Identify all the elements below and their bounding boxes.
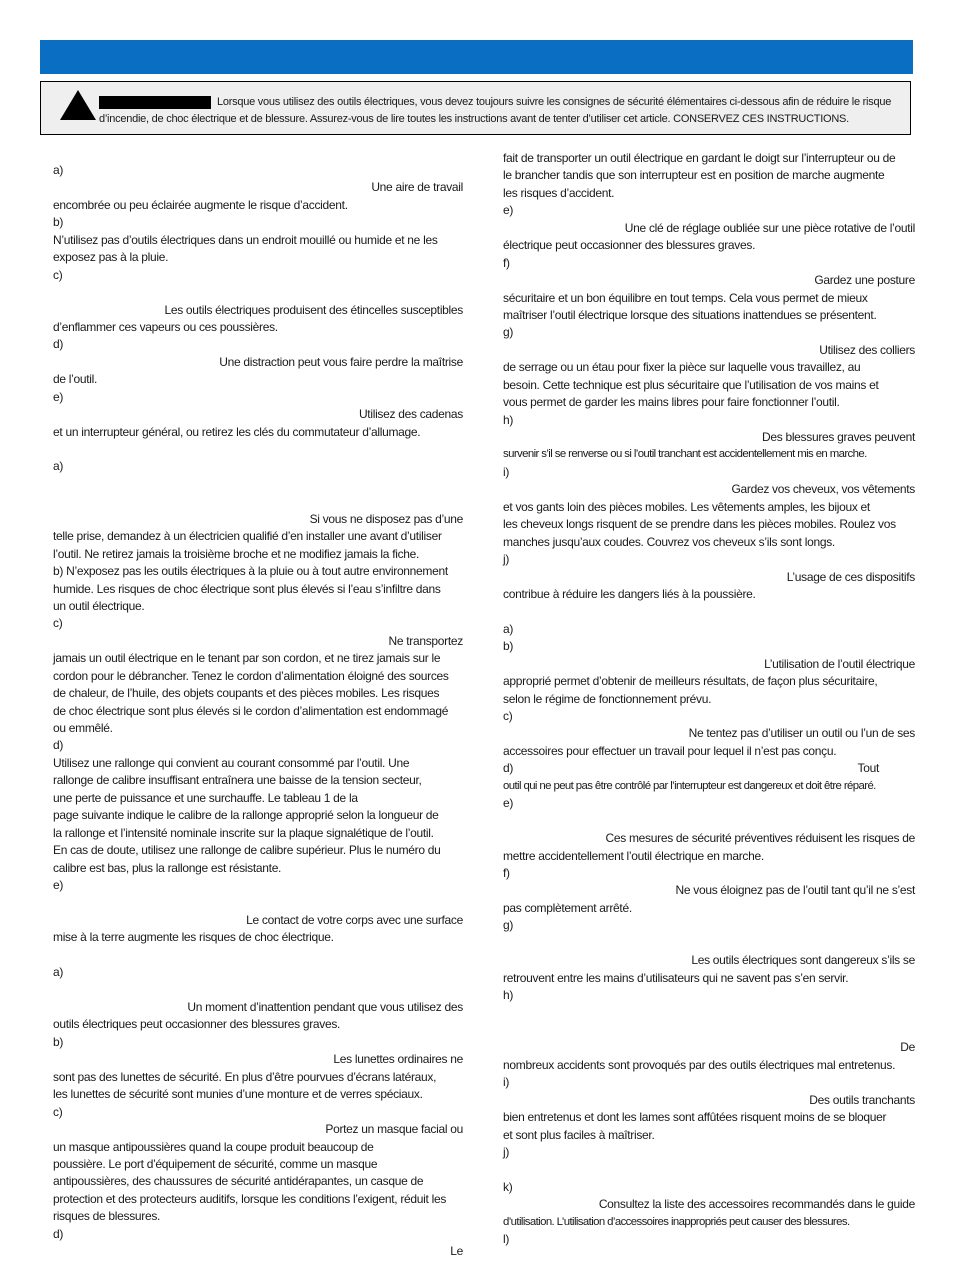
text-line: électrique peut occasionner des blessures graves. [503, 238, 756, 253]
text-line: page suivante indique le calibre de la rallonge approprié selon la longueur de [53, 808, 439, 823]
text-line: calibre est bas, plus la rallonge est résistante. [53, 860, 282, 875]
text-line: outil qui ne peut pas être contrôlé par l’interrupteur est dangereux et doit être réparé. [503, 779, 876, 792]
text-line: d) [53, 738, 64, 753]
text-line: d’utilisation. L’utilisation d’accessoires inappropriés peut causer des blessures. [503, 1215, 850, 1228]
text-line: d’enflammer ces vapeurs ou ces poussières. [53, 319, 278, 334]
text-line: les lunettes de sécurité sont munies d’une monture et de verres spéciaux. [53, 1087, 423, 1102]
text-line: vous permet de garder les mains libres pour faire fonctionner l’outil. [503, 395, 840, 410]
text-line [503, 1004, 915, 1021]
text-line: i) [503, 1075, 510, 1090]
text-line: a) [503, 621, 514, 636]
text-line: et un interrupteur général, ou retirez les clés du commutateur d’allumage. [53, 424, 421, 439]
text-line: approprié permet d’obtenir de meilleurs résultats, de façon plus sécuritaire, [503, 674, 878, 689]
warning-text: Lorsque vous utilisez des outils électriques, vous devez toujours suivre les consignes de sécurité élémentaires ci-dessous afin de réduire le risque d’incendie, de choc électrique et de blessure. Assurez-vous de lire toutes les instructions avant de tenter d’utiliser cet article. CONSERVEZ CES INSTRUCTIONS. [99, 96, 892, 125]
text-line: Ne tentez pas d’utiliser un outil ou l’un de ses [688, 726, 915, 741]
text-line: h) [503, 412, 514, 427]
header-banner [40, 40, 913, 74]
text-line: c) [503, 709, 513, 723]
text-line: Les outils électriques produisent des étincelles susceptibles [164, 302, 463, 317]
text-line [53, 947, 463, 964]
text-line [53, 284, 463, 301]
text-line: une perte de puissance et une surchauffe. Le tableau 1 de la [53, 790, 358, 805]
text-line: humide. Les risques de choc électrique sont plus élevés si l’eau s’infiltre dans [53, 581, 441, 596]
text-line: de chaleur, de l’huile, des objets coupants et des pièces mobiles. Les risques [53, 686, 440, 701]
text-line: d) [53, 1226, 64, 1241]
text-line: outils électriques peut occasionner des blessures graves. [53, 1017, 341, 1032]
text-line: risques de blessures. [53, 1209, 161, 1224]
text-line: sécuritaire et un bon équilibre en tout temps. Cela vous permet de mieux [503, 290, 868, 305]
text-line: Une clé de réglage oubliée sur une pièce rotative de l’outil [624, 220, 915, 235]
text-line: j) [503, 1144, 510, 1159]
text-line: fait de transporter un outil électrique en gardant le doigt sur l’interrupteur ou de [503, 151, 896, 165]
text-line: cordon pour le débrancher. Tenez le cordon d’alimentation éloigné des sources [53, 668, 449, 683]
text-line: selon le régime de fonctionnement prévu. [503, 691, 712, 706]
text-line: Utilisez des colliers [819, 342, 915, 357]
text-line: Le contact de votre corps avec une surface [246, 912, 463, 927]
text-line: Des outils tranchants [809, 1092, 915, 1107]
text-line: a) [53, 965, 64, 980]
text-line: b) [53, 215, 64, 230]
text-line: Une aire de travail [371, 180, 463, 195]
text-line: d) Tout [503, 760, 915, 777]
text-line: contribue à réduire les dangers liés à la poussière. [503, 586, 756, 601]
text-line: f) [503, 255, 510, 270]
text-line: protection et des protecteurs auditifs, lorsque les conditions l’exigent, réduit les [53, 1191, 447, 1206]
right-column [503, 150, 915, 1249]
text-line: ou emmêlé. [53, 721, 113, 735]
text-line: Utilisez des cadenas [358, 407, 463, 422]
text-line: g) [503, 325, 514, 340]
text-line: Utilisez une rallonge qui convient au courant consommé par l’outil. Une [53, 755, 410, 770]
text-line: De [900, 1040, 915, 1055]
text-line: un masque antipoussières quand la coupe produit beaucoup de [53, 1139, 374, 1154]
text-line [503, 1022, 915, 1039]
text-line: Ne transportez [388, 633, 463, 648]
text-line: pas complètement arrêté. [503, 900, 632, 915]
text-line: sont pas des lunettes de sécurité. En plus d’être pourvues d’écrans latéraux, [53, 1069, 437, 1084]
text-line: e) [53, 389, 64, 404]
text-line [503, 813, 915, 830]
text-line: manches jusqu’aux coudes. Couvrez vos cheveux s’ils sont longs. [503, 534, 835, 549]
text-line: exposez pas à la pluie. [53, 250, 169, 265]
text-line: antipoussières, des chaussures de sécurité antidérapantes, un casque de [53, 1174, 424, 1189]
text-line [503, 935, 915, 952]
warning-box [40, 81, 911, 135]
text-line: h) [503, 988, 514, 1002]
text-line: Ces mesures de sécurité préventives réduisent les risques de [605, 831, 915, 846]
text-line: g) [503, 918, 514, 933]
text-line: besoin. Cette technique est plus sécuritaire que l’utilisation de vos mains et [503, 377, 879, 392]
text-line: jamais un outil électrique en le tenant par son cordon, et ne tirez jamais sur le [53, 651, 441, 666]
text-line: Les lunettes ordinaires ne [333, 1052, 463, 1067]
text-line: L’usage de ces dispositifs [786, 569, 915, 584]
text-line: b) [53, 1034, 64, 1049]
text-line: telle prise, demandez à un électricien qualifié d’en installer une avant d’utiliser [53, 529, 442, 544]
text-line: accessoires pour effectuer un travail pour lequel il n’est pas conçu. [503, 743, 837, 758]
text-line: Consultez la liste des accessoires recommandés dans le guide [598, 1197, 915, 1212]
text-line: un outil électrique. [53, 598, 145, 613]
text-line: Une distraction peut vous faire perdre la maîtrise [219, 354, 463, 369]
text-line: f) [503, 865, 510, 880]
left-column [53, 162, 463, 1261]
text-line: mettre accidentellement l’outil électrique en marche. [503, 848, 764, 863]
text-line: c) [53, 1104, 63, 1119]
text-line [53, 894, 463, 911]
text-line: la rallonge et l’intensité nominale inscrite sur la plaque signalétique de l’outil. [53, 825, 434, 840]
text-line: a) [53, 459, 64, 474]
text-line: Un moment d’inattention pendant que vous utilisez des [187, 1000, 463, 1014]
text-line: de serrage ou un étau pour fixer la pièce sur laquelle vous travaillez, au [503, 360, 861, 375]
text-fragment: Tout [857, 761, 879, 776]
text-line: Gardez une posture [814, 273, 915, 288]
text-line: En cas de doute, utilisez une rallonge de calibre supérieur. Plus le numéro du [53, 843, 441, 858]
text-line: e) [53, 877, 64, 892]
text-line: et vos gants loin des pièces mobiles. Les vêtements amples, les bijoux et [503, 499, 870, 514]
text-line: c) [53, 267, 63, 282]
warning-triangle-icon [59, 89, 97, 121]
text-line: a) [53, 163, 64, 177]
text-line: i) [503, 464, 510, 479]
text-line: e) [503, 203, 514, 218]
text-line: les risques d’accident. [503, 185, 615, 200]
text-line [53, 441, 463, 458]
text-line: les cheveux longs risquent de se prendre dans les pièces mobiles. Roulez vos [503, 517, 896, 532]
text-line: j) [503, 552, 510, 567]
text-line: d) [53, 337, 64, 352]
text-line: nombreux accidents sont provoqués par des outils électriques mal entretenus. [503, 1057, 896, 1072]
text-line: mise à la terre augmente les risques de choc électrique. [53, 930, 334, 945]
text-line: survenir s’il se renverse ou si l’outil tranchant est accidentellement mis en marche. [503, 448, 867, 461]
text-line: b) N’exposez pas les outils électriques à la pluie ou à tout autre environnement [53, 564, 448, 579]
text-line: et sont plus faciles à maîtriser. [503, 1127, 655, 1142]
text-line: le brancher tandis que son interrupteur est en position de marche augmente [503, 168, 885, 183]
text-line: retrouvent entre les mains d’utilisateurs qui ne savent pas s’en servir. [503, 970, 849, 985]
text-line: poussière. Le port d’équipement de sécurité, comme un masque [53, 1156, 378, 1171]
text-line: l’outil. Ne retirez jamais la troisième broche et ne modifiez jamais la fiche. [53, 546, 420, 561]
text-line [53, 982, 463, 999]
text-line: L’utilisation de l’outil électrique [764, 656, 915, 671]
text-line: rallonge de calibre insuffisant entraînera une baisse de la tension secteur, [53, 773, 422, 788]
text-line: l) [503, 1232, 510, 1247]
text-line: k) [503, 1179, 513, 1194]
text-line [53, 476, 463, 493]
text-line: bien entretenus et dont les lames sont affûtées risquent moins de se bloquer [503, 1110, 887, 1125]
text-line: Portez un masque facial ou [325, 1122, 463, 1137]
text-line: b) [503, 639, 514, 654]
text-line [503, 603, 915, 620]
text-line: N’utilisez pas d’outils électriques dans un endroit mouillé ou humide et ne les [53, 232, 438, 247]
text-line: e) [503, 796, 514, 811]
text-line: encombrée ou peu éclairée augmente le risque d’accident. [53, 197, 348, 212]
text-line: Ne vous éloignez pas de l’outil tant qu’il ne s’est [675, 883, 915, 898]
text-line: maîtriser l’outil électrique lorsque des situations inattendues se présentent. [503, 307, 877, 322]
text-line: Gardez vos cheveux, vos vêtements [731, 482, 915, 497]
text-line: de choc électrique sont plus élevés si le cordon d’alimentation est endommagé [53, 703, 449, 718]
text-line: Si vous ne disposez pas d’une [309, 511, 463, 526]
text-line: de l’outil. [53, 372, 98, 387]
text-line: c) [53, 616, 63, 631]
text-line: Les outils électriques sont dangereux s’ils se [691, 953, 915, 968]
text-line: Le [450, 1244, 463, 1259]
text-line [503, 1161, 915, 1178]
text-line [53, 493, 463, 510]
text-line: Des blessures graves peuvent [761, 430, 915, 444]
